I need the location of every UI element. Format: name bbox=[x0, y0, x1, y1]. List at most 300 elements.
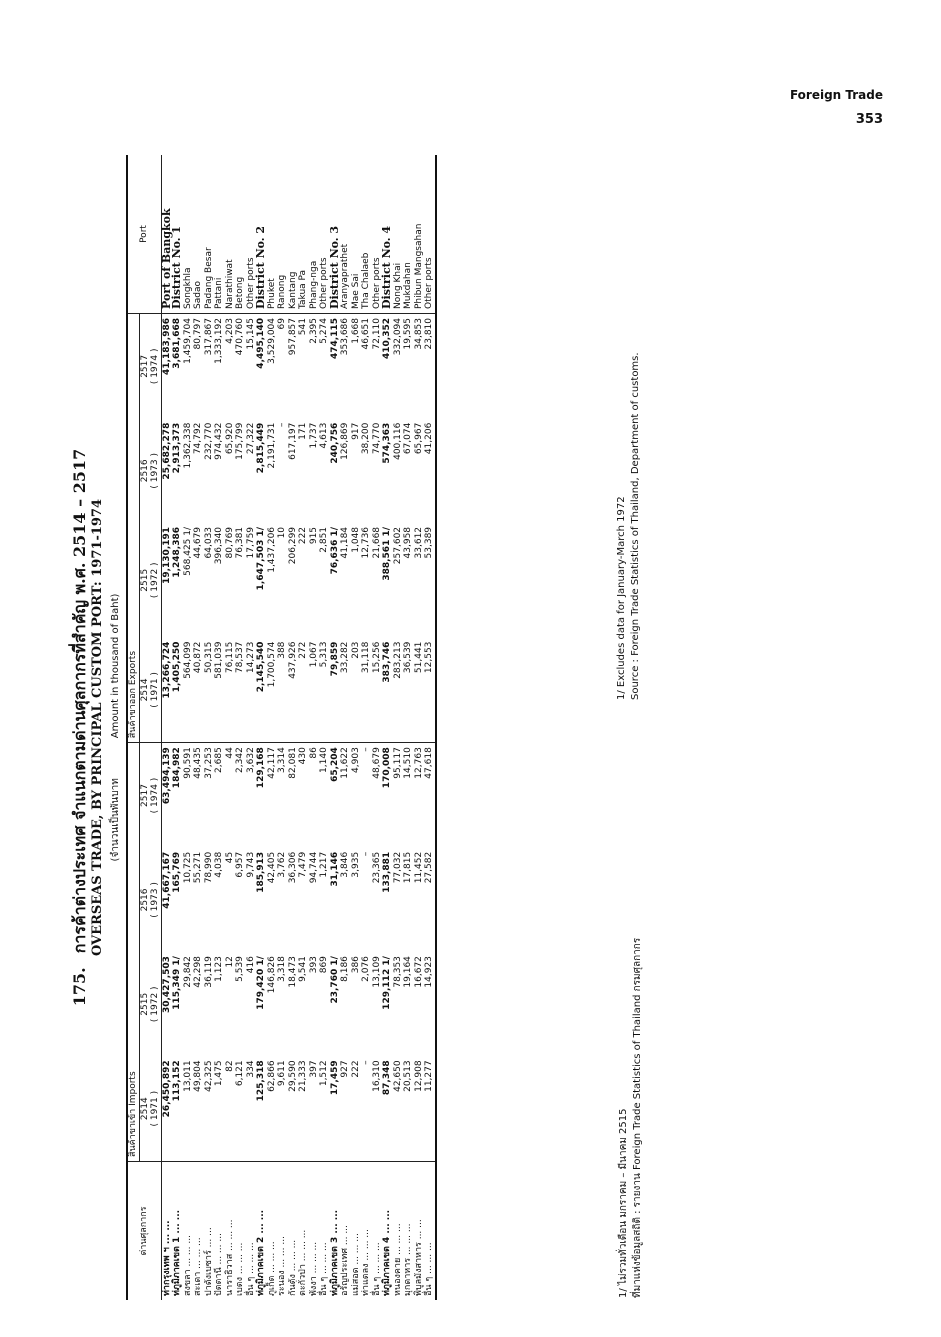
export-value: 19,130,191 bbox=[161, 526, 172, 584]
export-value: 388 bbox=[277, 638, 288, 743]
import-value: 30,427,503 bbox=[161, 956, 172, 1014]
export-value: 1,437,206 bbox=[266, 526, 277, 573]
unit-note-thai: (จำนวนเป็นพันบาท bbox=[110, 778, 121, 862]
import-value: 49,804 bbox=[193, 1056, 204, 1161]
export-value: 40,872 bbox=[193, 638, 204, 743]
port-name-thai: ปัตตานี ... ... ... bbox=[214, 1233, 224, 1296]
port-name-thai: อื่น ๆ ... ... ... bbox=[424, 1162, 436, 1301]
import-value: 416 bbox=[245, 956, 256, 974]
export-value: 72,110 bbox=[371, 318, 382, 350]
import-value: 115,349 1/ bbox=[172, 956, 182, 1010]
import-value: 12,763 bbox=[413, 747, 424, 779]
export-value: 74,792 bbox=[193, 422, 203, 455]
export-value: 2,851 bbox=[319, 526, 329, 553]
export-value: 974,432 bbox=[214, 422, 224, 460]
table-row bbox=[214, 155, 225, 1300]
export-value: 19,595 bbox=[403, 318, 413, 350]
import-value: 48,435 bbox=[193, 747, 203, 779]
export-value: 470,760 bbox=[235, 318, 245, 356]
table-row bbox=[288, 155, 299, 1300]
table-row bbox=[414, 155, 425, 1300]
import-value: 146,826 bbox=[266, 956, 277, 994]
port-name-thai: อื่น ๆ ... ... ... bbox=[371, 1242, 382, 1296]
export-value: 2,913,373 bbox=[172, 422, 182, 474]
export-value: 564,099 bbox=[183, 638, 194, 743]
import-value: 2,076 bbox=[361, 956, 371, 982]
import-value: 3,632 bbox=[245, 747, 256, 773]
table-row bbox=[256, 155, 267, 1300]
import-value: 82,081 bbox=[287, 747, 298, 779]
import-value: 1,123 bbox=[214, 956, 224, 982]
import-value: 36,306 bbox=[287, 851, 298, 884]
year-be: 2516 bbox=[139, 459, 150, 483]
import-value: 185,913 bbox=[256, 851, 266, 893]
table-row bbox=[235, 155, 246, 1300]
imports-year-header bbox=[139, 848, 161, 952]
import-value: 77,032 bbox=[392, 851, 403, 884]
port-name-thai: สงขลา ... ... ... bbox=[182, 1235, 193, 1296]
year-ad: ( 1973 ) bbox=[150, 882, 160, 918]
export-value: 1,248,386 bbox=[172, 526, 182, 578]
export-value: 38,200 bbox=[361, 422, 371, 455]
import-value: 3,935 bbox=[350, 851, 361, 878]
export-value: 5,274 bbox=[319, 318, 329, 344]
export-value: 2,145,540 bbox=[256, 638, 267, 743]
import-value: 1,475 bbox=[214, 1056, 225, 1161]
port-name-thai: ท่ภูมิภาคเขต 4 ... ... bbox=[382, 1209, 392, 1296]
export-value: 3,529,004 bbox=[266, 318, 277, 364]
export-value: 232,770 bbox=[203, 422, 214, 460]
import-value: 14,510 bbox=[403, 747, 413, 779]
table-row bbox=[193, 155, 204, 1300]
port-name-thai: พิบูลมังสาหาร ... ... bbox=[413, 1219, 424, 1296]
port-name-thai: ปาดังเบซาร์ ... ... bbox=[203, 1227, 214, 1296]
export-value: 46,651 bbox=[361, 318, 371, 350]
import-value: 78,353 bbox=[392, 956, 403, 988]
export-value: 257,602 bbox=[392, 526, 403, 565]
export-value: 74,770 bbox=[371, 422, 382, 455]
import-value: 6,121 bbox=[235, 1056, 246, 1161]
export-value: 353,686 bbox=[340, 318, 350, 356]
import-value: 19,164 bbox=[403, 956, 413, 988]
export-value: 1,333,192 bbox=[214, 318, 224, 364]
port-name-english: District No. 3 bbox=[330, 155, 341, 314]
table-row bbox=[372, 155, 383, 1300]
import-value: 47,618 bbox=[424, 743, 436, 848]
export-value: 1,048 bbox=[350, 526, 361, 553]
import-value: 11,452 bbox=[413, 851, 424, 884]
table-number: 175. bbox=[70, 967, 89, 1007]
import-value: 18,473 bbox=[287, 956, 298, 988]
import-value: 1,217 bbox=[319, 851, 329, 878]
port-name-english: Takua Pa bbox=[298, 155, 309, 314]
export-value: 14,273 bbox=[246, 638, 257, 743]
import-value: 9,611 bbox=[277, 1056, 288, 1161]
exports-year-header bbox=[139, 638, 161, 743]
import-value: 3,762 bbox=[277, 851, 287, 878]
port-name-english: Other ports bbox=[372, 155, 383, 314]
export-value: – bbox=[277, 422, 287, 428]
year-be: 2517 bbox=[139, 784, 150, 807]
export-value: 12,736 bbox=[361, 526, 371, 559]
port-name-english: Sadao bbox=[193, 155, 204, 314]
export-value: 222 bbox=[298, 526, 308, 545]
export-value: 43,958 bbox=[403, 526, 413, 559]
export-value: 175,799 bbox=[235, 422, 245, 460]
import-value: 386 bbox=[350, 956, 361, 974]
table-body bbox=[161, 155, 436, 1300]
export-value: 25,682,278 bbox=[161, 422, 172, 480]
import-value: 26,450,892 bbox=[161, 1056, 172, 1161]
port-name-thai: หนองคาย ... ... ... bbox=[392, 1223, 403, 1296]
table-row bbox=[161, 155, 172, 1300]
export-value: 917 bbox=[350, 422, 361, 440]
header-row-groups bbox=[127, 155, 139, 1300]
export-value: 36,539 bbox=[403, 638, 414, 743]
year-ad: ( 1972 ) bbox=[150, 986, 160, 1023]
page-number: 353 bbox=[855, 112, 883, 127]
import-value: 14,923 bbox=[424, 952, 436, 1056]
footnote-thai: 1/ ไม่รวมทั่วเดือน มกราคม – มีนาคม 2515 bbox=[618, 1108, 629, 1298]
port-name-english: District No. 4 bbox=[382, 155, 393, 314]
import-value: 13,109 bbox=[371, 956, 382, 988]
import-value: 113,152 bbox=[172, 1056, 183, 1161]
port-name-english: Betong bbox=[235, 155, 246, 314]
export-value: 240,756 bbox=[329, 422, 340, 464]
year-be: 2514 bbox=[139, 1097, 150, 1121]
import-value: 13,011 bbox=[183, 1056, 194, 1161]
import-value: 2,685 bbox=[214, 747, 224, 773]
import-value: 42,117 bbox=[266, 747, 277, 779]
import-value: 63,494,139 bbox=[161, 747, 172, 805]
port-name-english: Port of Bangkok bbox=[161, 155, 172, 314]
import-value: 29,842 bbox=[182, 956, 193, 988]
import-value: 87,348 bbox=[382, 1056, 393, 1161]
table-row bbox=[277, 155, 288, 1300]
export-value: 400,116 bbox=[392, 422, 403, 460]
export-value: 957,857 bbox=[287, 318, 298, 356]
import-value: 334 bbox=[246, 1056, 257, 1161]
import-value: 55,271 bbox=[193, 851, 203, 884]
table-row bbox=[246, 155, 257, 1300]
year-be: 2514 bbox=[139, 678, 150, 702]
import-value: – bbox=[361, 1056, 372, 1161]
exports-english: Exports bbox=[128, 650, 138, 686]
header-row-years bbox=[139, 155, 161, 1300]
export-value: 2,191,731 bbox=[266, 422, 277, 469]
export-value: 67,074 bbox=[403, 422, 413, 455]
export-value: 1,459,704 bbox=[182, 318, 193, 364]
import-value: 6,957 bbox=[235, 851, 245, 878]
port-name-thai: ท่าแตลง ... ... ... bbox=[361, 1229, 371, 1296]
port-name-thai: ท่ากรุงเทพ ฯ ... ... bbox=[161, 1220, 172, 1296]
export-value: 574,363 bbox=[382, 422, 392, 464]
export-value: 1,405,250 bbox=[172, 638, 183, 743]
import-value: 42,298 bbox=[193, 956, 203, 988]
export-value: 65,967 bbox=[413, 422, 424, 455]
port-name-thai: เบตง ... ... ... bbox=[235, 1242, 245, 1296]
port-name-english: Ranong bbox=[277, 155, 288, 314]
import-value: 12 bbox=[224, 956, 235, 968]
port-name-english: Other ports bbox=[319, 155, 330, 314]
import-value: 165,769 bbox=[172, 851, 182, 893]
port-name-english: Mukdahan bbox=[403, 155, 414, 314]
import-value: 42,405 bbox=[266, 851, 277, 884]
import-value: 179,420 1/ bbox=[256, 956, 266, 1010]
export-value: 283,213 bbox=[393, 638, 404, 743]
export-value: 2,815,449 bbox=[256, 422, 266, 474]
port-name-thai: อรัญประเทศ ... ... bbox=[340, 1225, 350, 1296]
port-name-thai: ท่ภูมิภาคเขต 1 ... ... bbox=[172, 1209, 182, 1296]
port-name-english: Kantang bbox=[288, 155, 299, 314]
table-row bbox=[393, 155, 404, 1300]
year-ad: ( 1972 ) bbox=[150, 562, 160, 599]
exports-year-header bbox=[139, 419, 161, 523]
import-value: 29,590 bbox=[288, 1056, 299, 1161]
export-value: 474,115 bbox=[329, 318, 340, 359]
port-name-thai: มุกดาหาร ... ... ... bbox=[403, 1223, 413, 1296]
import-value: 31,146 bbox=[329, 851, 340, 887]
unit-note bbox=[108, 155, 123, 1300]
port-name-english: Other ports bbox=[246, 155, 257, 314]
export-value: 53,389 bbox=[424, 523, 436, 638]
port-name-english: Phang-nga bbox=[309, 155, 320, 314]
export-value: 80,769 bbox=[224, 526, 235, 559]
port-name-thai: ท่ภูมิภาคเขต 2 ... ... bbox=[256, 1209, 266, 1296]
export-value: 50,315 bbox=[204, 638, 215, 743]
export-value: 437,926 bbox=[288, 638, 299, 743]
title-thai-text: การค้าต่างประเทศ จำแนกตามด่านศุลกากรที่สำคัญ พ.ศ. 2514 – 2517 bbox=[70, 448, 89, 954]
port-name-thai: ภูเก็ต ... ... ... bbox=[266, 1241, 277, 1296]
year-ad: ( 1971 ) bbox=[150, 1090, 160, 1127]
import-value: 1,140 bbox=[319, 747, 329, 773]
import-value: 129,168 bbox=[256, 747, 266, 789]
export-value: 12,553 bbox=[424, 638, 436, 743]
export-value: 3,681,668 bbox=[172, 318, 182, 369]
table-row bbox=[424, 155, 436, 1300]
import-value: 9,541 bbox=[298, 956, 308, 982]
year-be: 2516 bbox=[139, 888, 150, 912]
port-name-thai: แม่สอด ... ... ... bbox=[350, 1233, 361, 1296]
import-value: 95,117 bbox=[392, 747, 403, 779]
export-value: 17,759 bbox=[245, 526, 256, 559]
port-name-english: Phibun Mangsahan bbox=[414, 155, 425, 314]
export-value: 76,381 bbox=[235, 526, 245, 559]
export-value: 33,612 bbox=[413, 526, 424, 559]
port-english-header: Port bbox=[127, 155, 161, 314]
import-value: 10,725 bbox=[182, 851, 193, 884]
import-value: 9,743 bbox=[245, 851, 256, 878]
export-value: 41,183,986 bbox=[161, 318, 172, 375]
table-row bbox=[330, 155, 341, 1300]
export-value: 1,700,574 bbox=[267, 638, 278, 743]
import-value: 125,318 bbox=[256, 1056, 267, 1161]
table-row bbox=[225, 155, 236, 1300]
export-value: 1,362,338 bbox=[182, 422, 193, 469]
imports-year-header bbox=[139, 952, 161, 1056]
export-value: 78,537 bbox=[235, 638, 246, 743]
port-name-english: Nong Khai bbox=[393, 155, 404, 314]
import-value: 65,204 bbox=[329, 747, 340, 782]
import-value: 170,008 bbox=[382, 747, 392, 789]
port-name-thai: ท่ภูมิภาคเขต 3 ... ... bbox=[329, 1209, 340, 1296]
export-value: 1,067 bbox=[309, 638, 320, 743]
table-row bbox=[351, 155, 362, 1300]
import-value: 129,112 1/ bbox=[382, 956, 392, 1010]
import-value: 41,667,167 bbox=[161, 851, 172, 909]
import-value: 3,314 bbox=[277, 747, 287, 773]
table-row bbox=[382, 155, 393, 1300]
export-value: 272 bbox=[298, 638, 309, 743]
year-ad: ( 1973 ) bbox=[150, 453, 160, 489]
export-value: 15,145 bbox=[245, 318, 256, 350]
import-value: 48,679 bbox=[371, 747, 382, 779]
export-value: 80,797 bbox=[193, 318, 203, 350]
export-value: 10 bbox=[277, 526, 287, 539]
table-row bbox=[183, 155, 194, 1300]
unit-note-english: Amount in thousand of Baht) bbox=[110, 593, 121, 739]
export-value: 31,118 bbox=[361, 638, 372, 743]
port-name-english: Phuket bbox=[267, 155, 278, 314]
import-value: 11,277 bbox=[424, 1056, 436, 1161]
table-row bbox=[298, 155, 309, 1300]
table-row bbox=[340, 155, 351, 1300]
year-be: 2517 bbox=[139, 354, 150, 378]
table-row bbox=[361, 155, 372, 1300]
export-value: 332,094 bbox=[392, 318, 403, 356]
imports-english: Imports bbox=[128, 1071, 138, 1106]
source-thai: ที่มาแห่งข้อมูลสถิติ : รายงาน Foreign Trade Statistics of Thailand กรมศุลกากร bbox=[632, 937, 643, 1298]
year-ad: ( 1974 ) bbox=[150, 348, 160, 385]
port-name-thai: กันตัง ... ... ... bbox=[287, 1239, 298, 1296]
import-value: 133,881 bbox=[382, 851, 392, 893]
export-value: 568,425 1/ bbox=[182, 526, 193, 576]
import-value: 184,982 bbox=[172, 747, 182, 789]
export-value: 76,115 bbox=[225, 638, 236, 743]
table-row bbox=[267, 155, 278, 1300]
import-value: 94,744 bbox=[308, 851, 319, 884]
export-value: 126,869 bbox=[340, 422, 350, 460]
port-name-english: Pattani bbox=[214, 155, 225, 314]
imports-group-header bbox=[127, 743, 139, 1162]
import-value: 12,908 bbox=[414, 1056, 425, 1161]
export-value: 617,197 bbox=[287, 422, 298, 460]
import-value: 62,866 bbox=[267, 1056, 278, 1161]
port-thai-header: ด่านศุลกากร bbox=[127, 1162, 161, 1301]
import-value: 21,333 bbox=[298, 1056, 309, 1161]
export-value: 388,561 1/ bbox=[382, 526, 392, 581]
export-value: 41,184 bbox=[340, 526, 350, 559]
import-value: 42,650 bbox=[393, 1056, 404, 1161]
export-value: 15,256 bbox=[372, 638, 383, 743]
export-value: 206,299 bbox=[287, 526, 298, 565]
port-name-thai: นาราธิวาส ... ... ... bbox=[224, 1219, 235, 1296]
import-value: 42,325 bbox=[204, 1056, 215, 1161]
imports-year-header bbox=[139, 743, 161, 848]
export-value: 4,203 bbox=[224, 318, 235, 344]
port-name-english: Narathiwat bbox=[225, 155, 236, 314]
port-name-english: Other ports bbox=[424, 155, 436, 314]
import-value: 16,672 bbox=[413, 956, 424, 988]
export-value: 541 bbox=[298, 318, 308, 336]
export-value: 23,810 bbox=[424, 314, 436, 419]
export-value: 51,441 bbox=[414, 638, 425, 743]
exports-group-header bbox=[127, 314, 139, 743]
import-value: 23,760 1/ bbox=[329, 956, 340, 1004]
year-be: 2515 bbox=[139, 568, 150, 592]
import-value: 869 bbox=[319, 956, 329, 974]
footnote-english: 1/ Excludes data for January-March 1972 bbox=[616, 496, 627, 700]
port-name-english: District No. 1 bbox=[172, 155, 183, 314]
table-title-english: OVERSEAS TRADE, BY PRINCIPAL CUSTOM PORT: 1971-1974 bbox=[90, 498, 105, 957]
import-value: 20,513 bbox=[403, 1056, 414, 1161]
import-value: – bbox=[361, 747, 371, 752]
import-value: 16,310 bbox=[372, 1056, 383, 1161]
export-value: 44,679 bbox=[193, 526, 203, 559]
imports-thai: สินค้าขาเข้า bbox=[128, 1108, 138, 1157]
port-name-thai: พังงา ... ... ... bbox=[308, 1241, 319, 1296]
overseas-trade-table bbox=[126, 155, 437, 1300]
import-value: 90,591 bbox=[182, 747, 193, 779]
exports-year-header bbox=[139, 523, 161, 638]
import-value: 36,119 bbox=[203, 956, 214, 988]
import-value: 222 bbox=[351, 1056, 362, 1161]
import-value: 86 bbox=[308, 747, 319, 759]
export-value: 317,867 bbox=[203, 318, 214, 356]
import-value: 4,903 bbox=[350, 747, 361, 773]
export-value: 64,033 bbox=[203, 526, 214, 559]
year-ad: ( 1971 ) bbox=[150, 672, 160, 708]
export-value: 33,282 bbox=[340, 638, 351, 743]
table-row bbox=[309, 155, 320, 1300]
export-value: 1,668 bbox=[350, 318, 361, 344]
exports-thai: สินค้าขาออก bbox=[128, 688, 138, 739]
port-name-english: Aranyaprathet bbox=[340, 155, 351, 314]
port-name-thai: ระนอง ... ... ... bbox=[277, 1236, 287, 1296]
import-value: – bbox=[361, 851, 371, 857]
import-value: 82 bbox=[225, 1056, 236, 1161]
imports-year-header bbox=[139, 1056, 161, 1161]
export-value: 383,746 bbox=[382, 638, 393, 743]
import-value: 27,582 bbox=[424, 848, 436, 952]
table-row bbox=[172, 155, 183, 1300]
port-name-thai: อื่น ๆ ... ... ... bbox=[245, 1242, 256, 1296]
import-value: 44 bbox=[224, 747, 235, 759]
export-value: 915 bbox=[308, 526, 319, 545]
import-value: 45 bbox=[224, 851, 235, 864]
import-value: 37,253 bbox=[203, 747, 214, 779]
export-value: 2,395 bbox=[308, 318, 319, 344]
export-value: 1,737 bbox=[308, 422, 319, 449]
import-value: 7,479 bbox=[298, 851, 308, 878]
port-name-english: District No. 2 bbox=[256, 155, 267, 314]
import-value: 17,815 bbox=[403, 851, 413, 884]
import-value: 78,990 bbox=[203, 851, 214, 884]
export-value: 41,206 bbox=[424, 419, 436, 523]
import-value: 3,846 bbox=[340, 851, 350, 878]
import-value: 3,318 bbox=[277, 956, 287, 982]
export-value: 5,313 bbox=[319, 638, 330, 743]
export-value: 79,859 bbox=[330, 638, 341, 743]
export-value: 27,322 bbox=[245, 422, 256, 455]
port-name-english: Songkhla bbox=[183, 155, 194, 314]
export-value: 21,668 bbox=[371, 526, 382, 559]
table-row bbox=[403, 155, 414, 1300]
import-value: 5,539 bbox=[235, 956, 245, 982]
export-value: 4,495,140 bbox=[256, 318, 266, 369]
import-value: 11,622 bbox=[340, 747, 350, 779]
year-ad: ( 1974 ) bbox=[150, 777, 160, 814]
